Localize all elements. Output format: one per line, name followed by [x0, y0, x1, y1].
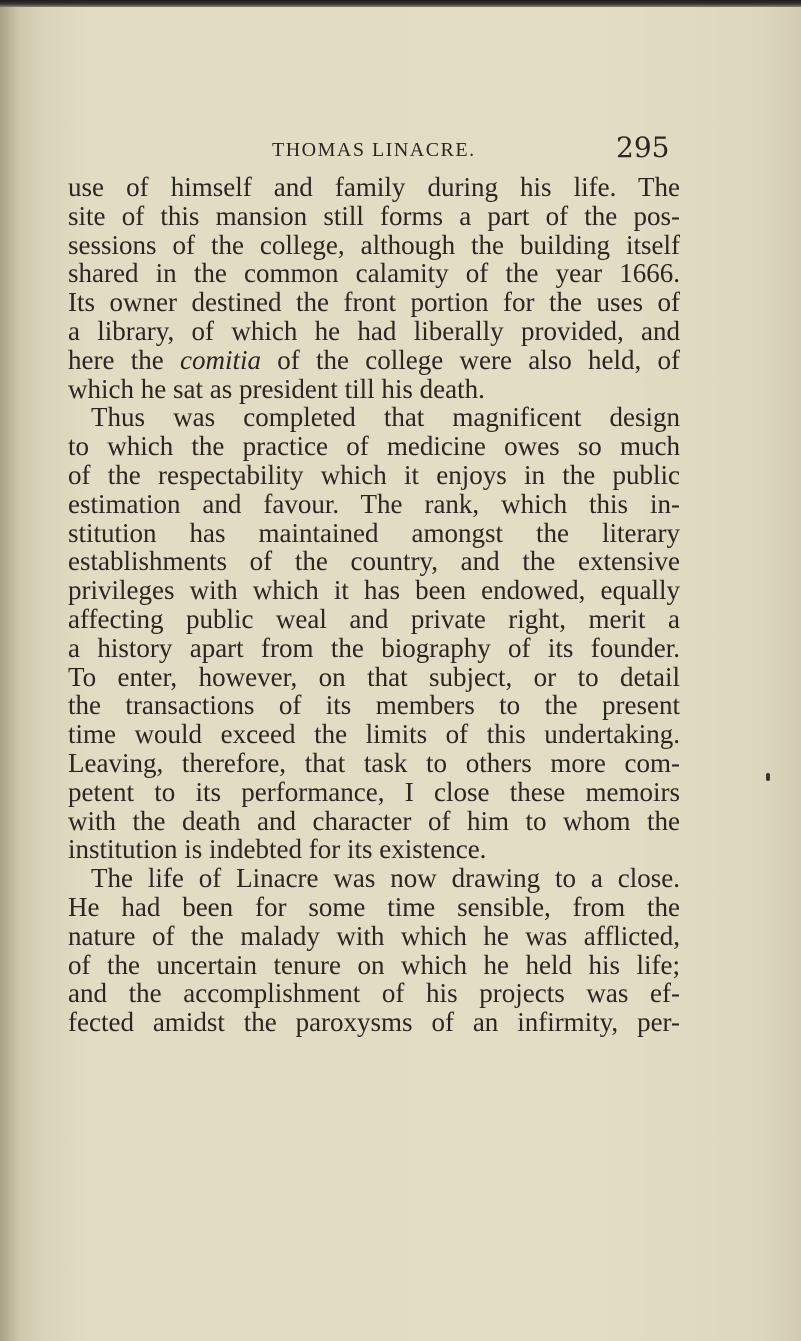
text-line: [68, 346, 680, 375]
body-text: [68, 173, 680, 1037]
text-line: to which the practice of medicine owes so much: [68, 431, 680, 462]
text-line: sessions of the college, although the building itself: [68, 229, 680, 260]
text-line: He had been for some time sensible, from the: [68, 891, 680, 922]
text-line: Thus was completed that magnificent design: [91, 402, 680, 433]
text-line: site of this mansion still forms a part of the pos-: [68, 200, 680, 231]
text-line: of the respectability which it enjoys in the public: [68, 459, 680, 490]
text-line: Leaving, therefore, that task to others more com-: [68, 747, 680, 778]
text-line: petent to its performance, I close these memoirs: [68, 776, 680, 807]
page-top-edge: [0, 0, 801, 7]
running-header: [0, 131, 801, 171]
binding-shadow: [0, 7, 18, 1341]
text-line: institution is indebted for its existence.: [68, 834, 487, 865]
ink-speck: [766, 773, 770, 781]
text-line: To enter, however, on that subject, or to detail: [68, 661, 680, 692]
text-line: the transactions of its members to the present: [68, 690, 680, 721]
running-title: THOMAS LINACRE.: [272, 139, 476, 161]
text-line: and the accomplishment of his projects was ef-: [68, 978, 680, 1009]
italic-term: comitia: [180, 344, 261, 375]
text-line: shared in the common calamity of the year 1666.: [68, 258, 680, 289]
text-line: establishments of the country, and the extensive: [68, 546, 680, 577]
text-line: Its owner destined the front portion for the uses of: [68, 287, 680, 318]
text-line: privileges with which it has been endowed, equally: [68, 575, 680, 606]
text-segment: here the: [68, 344, 180, 375]
page-number: 295: [616, 131, 670, 164]
text-line: which he sat as president till his death.: [68, 373, 485, 404]
text-line: a library, of which he had liberally provided, and: [68, 315, 680, 346]
text-line: a history apart from the biography of its founder.: [68, 632, 680, 663]
text-line: nature of the malady with which he was afflicted,: [68, 920, 680, 951]
text-line: The life of Linacre was now drawing to a close.: [91, 863, 680, 894]
text-line: stitution has maintained amongst the literary: [68, 517, 680, 548]
text-line: affecting public weal and private right, merit a: [68, 603, 680, 634]
text-line: with the death and character of him to whom the: [68, 805, 680, 836]
text-line: time would exceed the limits of this undertaking.: [68, 719, 680, 750]
text-line: of the uncertain tenure on which he held his life;: [68, 949, 680, 980]
text-line: use of himself and family during his life. The: [68, 172, 680, 202]
text-segment: of the college were also held, of: [261, 344, 681, 375]
text-line: fected amidst the paroxysms of an infirmity, per-: [68, 1007, 680, 1038]
text-line: estimation and favour. The rank, which this in-: [68, 488, 680, 519]
